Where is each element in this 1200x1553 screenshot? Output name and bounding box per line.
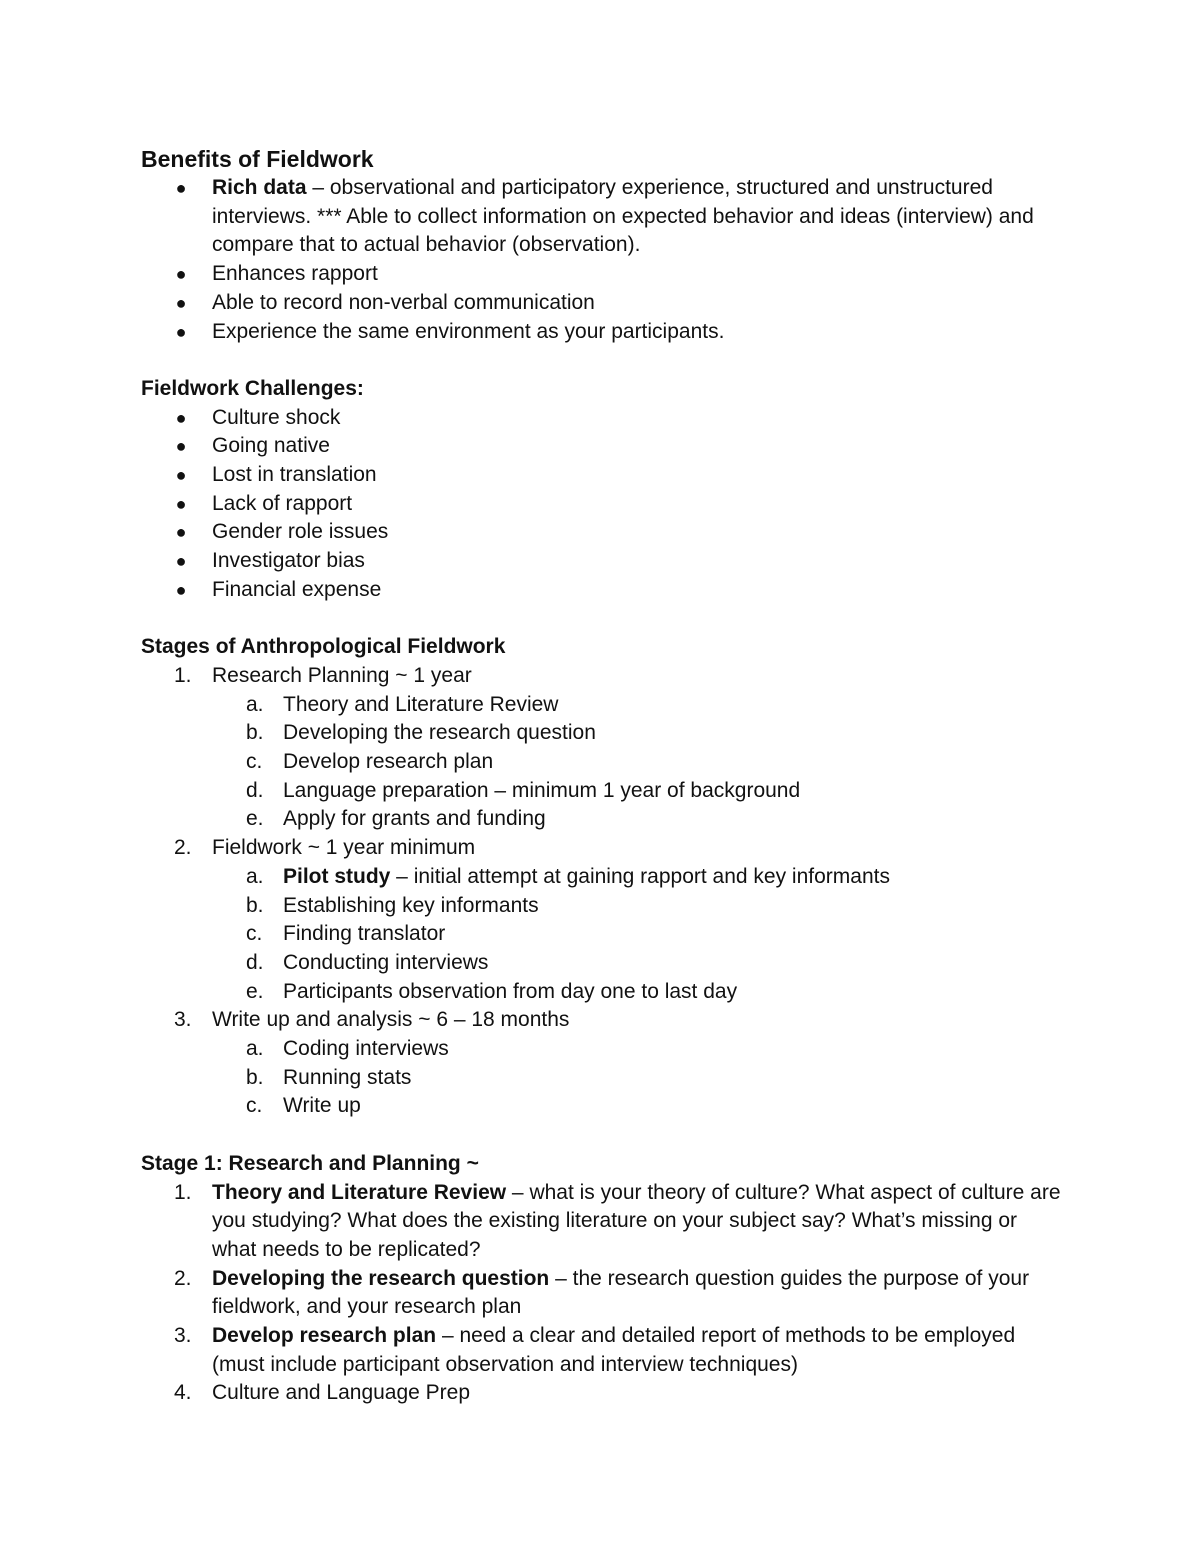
item-text: Coding interviews	[283, 1037, 449, 1061]
bullet-icon: ●	[175, 493, 187, 514]
bullet-icon: ●	[175, 551, 187, 572]
list-item	[141, 576, 1061, 605]
item-text: Financial expense	[212, 577, 382, 601]
item-text: Participants observation from day one to last day	[283, 979, 738, 1003]
list-item	[141, 260, 1061, 289]
item-letter: b.	[246, 721, 264, 745]
item-text: Theory and Literature Review	[283, 692, 559, 716]
item-text: Establishing key informants	[283, 893, 539, 917]
item-text: Culture shock	[212, 405, 341, 429]
item-number: 1.	[174, 1180, 192, 1204]
list-item	[141, 289, 1061, 318]
bullet-icon: ●	[175, 579, 187, 600]
list-item	[141, 174, 1061, 260]
item-text: Gender role issues	[212, 520, 389, 544]
item-number: 1.	[174, 663, 192, 687]
sub-list-item	[141, 1092, 1061, 1121]
item-text: Enhances rapport	[212, 262, 378, 286]
list-item	[141, 490, 1061, 519]
item-text: Developing the research question	[283, 721, 596, 745]
list-item	[141, 432, 1061, 461]
stages-heading: Stages of Anthropological Fieldwork	[141, 635, 506, 659]
sub-list-item	[141, 978, 1061, 1007]
list-item	[141, 1179, 1061, 1265]
stages-list	[141, 662, 1061, 1121]
bullet-icon: ●	[175, 522, 187, 543]
item-text: – the research question guides the purpose of your fieldwork, and your research plan	[212, 1266, 1030, 1319]
list-item	[141, 318, 1061, 347]
item-text: – observational and participatory experience, structured and unstructured interviews. *** Able to collect information on expected behavior and ideas (interview) and compare that to actual behavior (observation).	[212, 176, 1034, 257]
item-letter: b.	[246, 1065, 264, 1089]
list-item	[141, 834, 1061, 863]
item-letter: c.	[246, 750, 263, 774]
challenges-list	[141, 404, 1061, 605]
list-item	[141, 461, 1061, 490]
list-item	[141, 1265, 1061, 1322]
item-text: Lack of rapport	[212, 491, 353, 515]
item-letter: e.	[246, 807, 264, 831]
sub-list-item	[141, 777, 1061, 806]
sub-list-item	[141, 805, 1061, 834]
item-letter: d.	[246, 778, 264, 802]
sub-list-item	[141, 719, 1061, 748]
item-letter: c.	[246, 922, 263, 946]
item-number: 4.	[174, 1381, 192, 1405]
bullet-icon: ●	[175, 465, 187, 486]
item-number: 2.	[174, 836, 192, 860]
list-item	[141, 518, 1061, 547]
item-text: Write up and analysis ~ 6 – 18 months	[212, 1008, 570, 1032]
sub-list-item	[141, 1035, 1061, 1064]
item-text: Able to record non-verbal communication	[212, 290, 595, 314]
item-letter: d.	[246, 950, 264, 974]
item-text: Write up	[283, 1094, 361, 1118]
item-letter: a.	[246, 1037, 264, 1061]
sub-list-item	[141, 1064, 1061, 1093]
item-text: Lost in translation	[212, 463, 377, 487]
item-number: 3.	[174, 1324, 192, 1348]
benefits-list	[141, 174, 1061, 346]
bullet-icon: ●	[175, 321, 187, 342]
item-text: Fieldwork ~ 1 year minimum	[212, 836, 476, 860]
item-text: – what is your theory of culture? What aspect of culture are you studying? What does the existing literature on your subject say? What’s missing or what needs to be replicated?	[212, 1180, 1061, 1261]
item-text: Apply for grants and funding	[283, 807, 546, 831]
item-bold-term: Rich data	[212, 176, 307, 199]
item-text: Experience the same environment as your participants.	[212, 319, 725, 343]
item-bold-term: Pilot study	[283, 864, 391, 888]
sub-list-item	[141, 748, 1061, 777]
document-body	[141, 144, 1061, 1408]
item-text: Going native	[212, 434, 330, 458]
benefits-heading: Benefits of Fieldwork	[141, 146, 374, 172]
item-text: Culture and Language Prep	[212, 1381, 471, 1405]
sub-list-item	[141, 920, 1061, 949]
item-bold-term: Theory and Literature Review	[212, 1180, 507, 1204]
item-letter: e.	[246, 979, 264, 1003]
item-text: Running stats	[283, 1065, 412, 1089]
item-text: Conducting interviews	[283, 950, 489, 974]
list-item	[141, 404, 1061, 433]
item-text: Develop research plan	[283, 750, 494, 774]
list-item	[141, 1322, 1061, 1379]
item-bold-term: Develop research plan	[212, 1324, 437, 1348]
item-letter: a.	[246, 864, 264, 888]
sub-list-item	[141, 949, 1061, 978]
item-text: Investigator bias	[212, 549, 365, 573]
item-number: 2.	[174, 1266, 192, 1290]
sub-list-item	[141, 892, 1061, 921]
item-text: Finding translator	[283, 922, 446, 946]
list-item	[141, 1379, 1061, 1408]
list-item	[141, 662, 1061, 691]
list-item	[141, 1006, 1061, 1035]
sub-list-item	[141, 691, 1061, 720]
bullet-icon: ●	[175, 264, 187, 285]
bullet-icon: ●	[175, 436, 187, 457]
item-text: – initial attempt at gaining rapport and key informants	[390, 864, 890, 888]
item-bold-term: Developing the research question	[212, 1266, 550, 1290]
stage1-list	[141, 1179, 1061, 1409]
item-text: Language preparation – minimum 1 year of background	[283, 778, 801, 802]
item-letter: b.	[246, 893, 264, 917]
item-letter: c.	[246, 1094, 263, 1118]
challenges-heading: Fieldwork Challenges:	[141, 376, 364, 400]
bullet-icon: ●	[175, 407, 187, 428]
item-text: – need a clear and detailed report of methods to be employed (must include participant observation and interview techniques)	[212, 1324, 1016, 1376]
bullet-icon: ●	[175, 292, 187, 313]
list-item	[141, 547, 1061, 576]
stage1-heading: Stage 1: Research and Planning ~	[141, 1151, 479, 1175]
item-letter: a.	[246, 692, 264, 716]
bullet-icon: ●	[175, 178, 187, 198]
item-number: 3.	[174, 1008, 192, 1032]
item-text: Research Planning ~ 1 year	[212, 663, 472, 687]
sub-list-item	[141, 863, 1061, 892]
